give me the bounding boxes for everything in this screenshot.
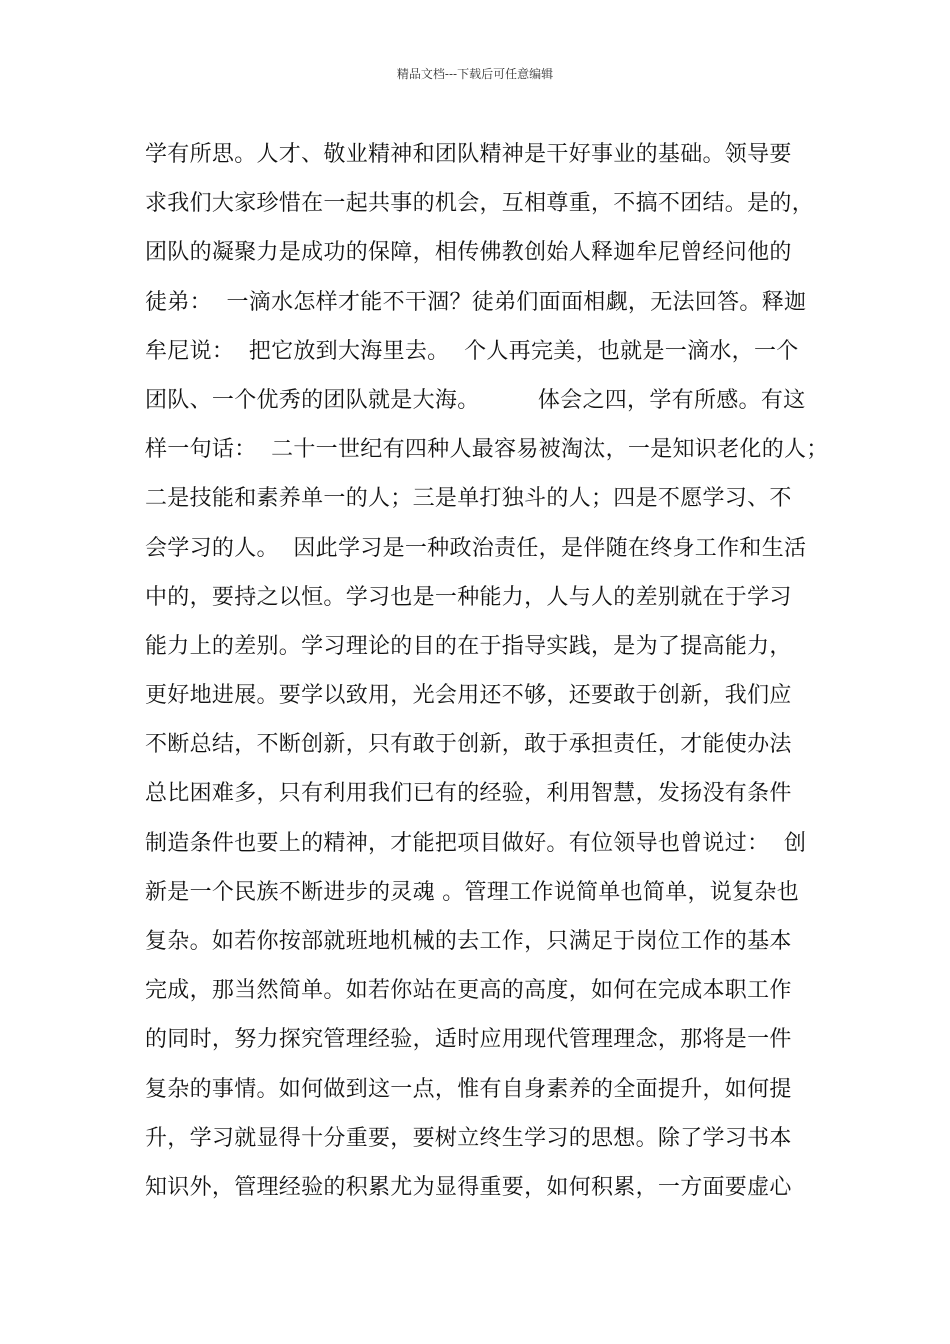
text-line: 团队、一个优秀的团队就是大海。 体会之四，学有所感。有这 [145,387,806,413]
text-line: 中的，要持之以恒。学习也是一种能力，人与人的差别就在于学习 [145,584,792,610]
text-line: 升，学习就显得十分重要，要树立终生学习的思想。除了学习书本 [145,1125,792,1151]
text-line: 知识外，管理经验的积累尤为显得重要，如何积累，一方面要虚心 [145,1174,792,1200]
text-line: 不断总结，不断创新，只有敢于创新，敢于承担责任，才能使办法 [145,732,792,758]
body-text [145,130,829,1212]
text-line: 学有所思。人才、敬业精神和团队精神是干好事业的基础。领导要 [145,142,792,167]
text-line: 能力上的差别。学习理论的目的在于指导实践，是为了提高能力， [145,633,792,659]
text-line: 会学习的人。 因此学习是一种政治责任，是伴随在终身工作和生活 [145,535,807,561]
text-line: 样一句话： 二十一世纪有四种人最容易被淘汰，一是知识老化的人； [145,437,829,463]
text-line: 复杂的事情。如何做到这一点，惟有自身素养的全面提升，如何提 [145,1076,792,1102]
text-line: 的同时，努力探究管理经验，适时应用现代管理理念，那将是一件 [145,1027,792,1053]
text-line: 二是技能和素养单一的人；三是单打独斗的人；四是不愿学习、不 [145,486,792,512]
text-line: 复杂。如若你按部就班地机械的去工作，只满足于岗位工作的基本 [145,929,792,954]
text-line: 团队的凝聚力是成功的保障，相传佛教创始人释迦牟尼曾经问他的 [145,240,792,266]
text-line: 徒弟： 一滴水怎样才能不干涸？徒弟们面面相觑，无法回答。释迦 [145,289,807,315]
text-line: 牟尼说： 把它放到大海里去。 个人再完美，也就是一滴水，一个 [145,338,799,364]
text-line: 总比困难多，只有利用我们已有的经验，利用智慧，发扬没有条件 [145,781,792,807]
text-line: 更好地进展。要学以致用，光会用还不够，还要敢于创新，我们应 [145,683,792,709]
text-line: 求我们大家珍惜在一起共事的机会，互相尊重，不搞不团结。是的， [145,191,815,217]
page-header: 精品文档---下载后可任意编辑 [396,67,554,81]
text-line: 制造条件也要上的精神，才能把项目做好。有位领导也曾说过： 创 [145,830,807,856]
text-line: 新是一个民族不断进步的灵魂 。管理工作说简单也简单，说复杂也 [145,879,799,905]
text-line: 完成，那当然简单。如若你站在更高的高度，如何在完成本职工作 [145,978,792,1004]
